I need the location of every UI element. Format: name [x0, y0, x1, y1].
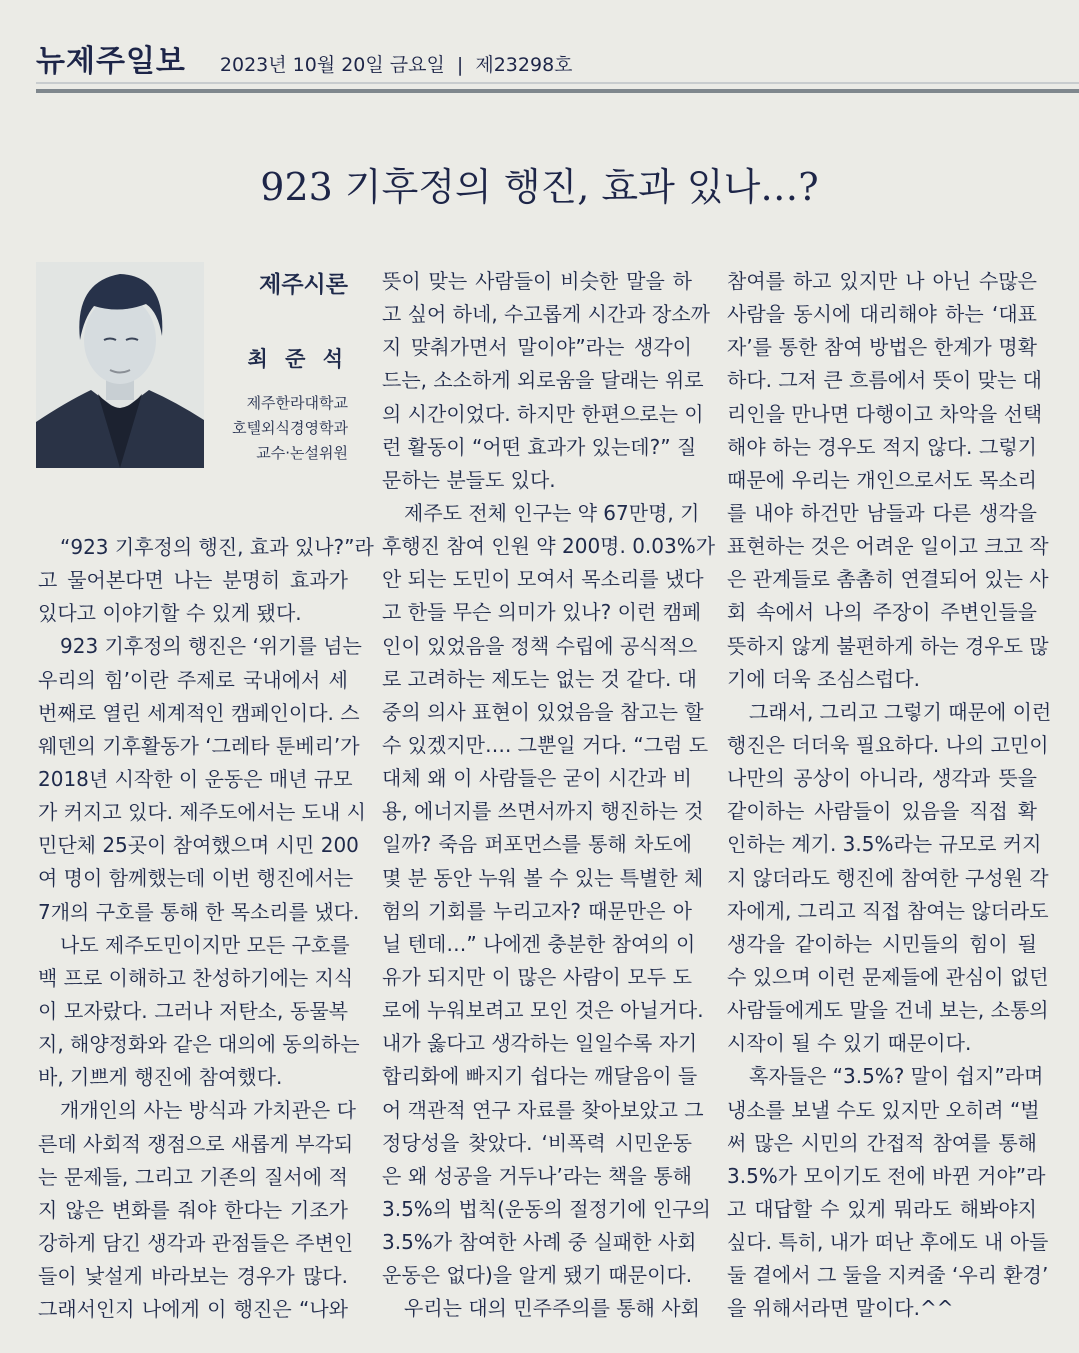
text-line: 표현하는 것은 어려운 일이고 크고 작 — [727, 534, 1049, 559]
text-line: 런 활동이 “어떤 효과가 있는데?” 질 — [382, 434, 697, 459]
text-line: 자에게, 그리고 직접 참여는 않더라도 — [727, 898, 1049, 923]
text-line: 수 있으며 이런 문제들에 관심이 없던 — [727, 964, 1049, 989]
text-line: 나도 제주도민이지만 모든 구호를 — [60, 932, 350, 957]
text-line: 2018년 시작한 이 운동은 매년 규모 — [38, 766, 353, 791]
text-line: 3.5%가 참여한 사례 중 실패한 사회 — [382, 1230, 697, 1255]
text-line: 른데 사회적 쟁점으로 새롭게 부각되 — [38, 1131, 354, 1156]
text-line: 유가 되지만 이 많은 사람이 모두 도 — [382, 964, 692, 989]
text-line: 합리화에 빠지기 쉽다는 깨달음이 들 — [382, 1064, 698, 1089]
text-line: 일까? 죽음 퍼포먼스를 통해 차도에 — [382, 832, 692, 857]
text-line: 그래서, 그리고 그렇기 때문에 이런 — [749, 699, 1052, 724]
text-line: 용, 에너지를 쓰면서까지 행진하는 것 — [382, 799, 704, 824]
affiliation-line: 호텔외식경영학과 — [232, 419, 348, 437]
text-line: 둘 곁에서 그 둘을 지켜줄 ‘우리 환경’ — [727, 1263, 1049, 1288]
text-line: 때문에 우리는 개인으로서도 목소리 — [727, 467, 1037, 492]
text-line: 뜻하지 않게 불편하게 하는 경우도 많 — [727, 633, 1049, 658]
text-line: 우리의 힘’이란 주제로 국내에서 세 — [38, 667, 348, 692]
text-line: 은 왜 성공을 거두나’라는 책을 통해 — [382, 1163, 692, 1188]
text-line: 뜻이 맞는 사람들이 비슷한 말을 하 — [382, 269, 692, 293]
text-line: 인이 있었음을 정책 수립에 공식적으 — [382, 633, 698, 658]
text-line: 사람을 동시에 대리해야 하는 ‘대표 — [727, 302, 1037, 327]
text-line: 그래서인지 나에게 이 행진은 “나와 — [38, 1297, 348, 1322]
article-paragraph — [727, 1060, 1049, 1325]
text-line: 혹자들은 “3.5%? 말이 쉽지”라며 — [749, 1064, 1044, 1089]
text-line: 리인을 만나면 다행이고 차악을 선택 — [727, 401, 1043, 426]
text-line: 는 문제들, 그리고 기존의 질서에 적 — [38, 1164, 348, 1189]
newspaper-logo: 뉴제주일보 — [36, 44, 186, 79]
text-line: 민단체 25곳이 참여했으며 시민 200 — [38, 833, 359, 858]
article-paragraph — [38, 531, 374, 630]
text-line: 지 않더라도 행진에 참여한 구성원 각 — [727, 865, 1049, 890]
text-line: 들이 낯설게 바라보는 경우가 많다. — [38, 1264, 348, 1289]
text-line: 고 대답할 수 있게 뭐라도 해봐야지 — [727, 1196, 1037, 1221]
text-line: 여 명이 함께했는데 이번 행진에서는 — [38, 866, 354, 891]
text-line: 우리는 대의 민주주의를 통해 사회 — [404, 1296, 700, 1321]
text-line: 대체 왜 이 사람들은 굳이 시간과 비 — [382, 766, 692, 791]
text-line: 7개의 구호를 통해 한 목소리를 냈다. — [38, 899, 360, 924]
text-line: 고 물어본다면 나는 분명히 효과가 — [38, 568, 348, 593]
article-paragraph — [38, 630, 366, 928]
text-line: 자’를 통한 참여 방법은 한계가 명확 — [727, 335, 1037, 360]
text-line: 나만의 공상이 아니라, 생각과 뜻을 — [727, 766, 1037, 791]
article-paragraph — [38, 1094, 356, 1326]
text-line: 923 기후정의 행진은 ‘위기를 넘는 — [60, 634, 362, 659]
article-paragraph — [382, 1292, 700, 1325]
text-line: 어 객관적 연구 자료를 찾아보았고 그 — [382, 1097, 704, 1122]
author-name: 최 준 석 — [247, 347, 348, 371]
author-affiliation — [210, 391, 348, 466]
article-paragraph — [727, 265, 1049, 696]
text-line: 후행진 참여 인원 약 200명. 0.03%가 — [382, 534, 716, 559]
text-line: 지 않은 변화를 줘야 한다는 기조가 — [38, 1197, 348, 1222]
text-line: 고 한들 무슨 의미가 있나? 이런 캠페 — [382, 600, 702, 625]
article-headline: 923 기후정의 행진, 효과 있나…? — [260, 165, 819, 209]
article-column-3 — [727, 265, 1052, 1326]
text-line: 시작이 될 수 있기 때문이다. — [727, 1031, 972, 1056]
text-line: 생각을 같이하는 시민들의 힘이 될 — [727, 931, 1037, 956]
text-line: 몇 분 동안 누워 볼 수 있는 특별한 체 — [382, 865, 704, 890]
affiliation-line: 제주한라대학교 — [246, 394, 348, 412]
text-line: 개개인의 사는 방식과 가치관은 다 — [60, 1098, 356, 1123]
text-line: 수 있겠지만…. 그뿐일 거다. “그럼 도 — [382, 732, 709, 757]
masthead — [36, 36, 573, 80]
article-paragraph — [727, 696, 1052, 1061]
text-line: 제주도 전체 인구는 약 67만명, 기 — [404, 500, 700, 525]
text-line: 3.5%가 모이기도 전에 바뀐 거야”라 — [727, 1163, 1046, 1188]
article-paragraph — [382, 265, 710, 497]
article-paragraph — [38, 929, 360, 1095]
text-line: 드는, 소소하게 외로움을 달래는 위로 — [382, 368, 704, 393]
text-line: 정당성을 찾았다. ‘비폭력 시민운동 — [382, 1130, 692, 1155]
column-section-label: 제주시론 — [259, 272, 348, 298]
text-line: 운동은 없다)을 알게 됐기 때문이다. — [382, 1263, 693, 1288]
text-line: 싶다. 특히, 내가 떠난 후에도 내 아들 — [727, 1230, 1049, 1255]
text-line: 내가 옳다고 생각하는 일일수록 자기 — [382, 1031, 698, 1056]
article-column-1 — [38, 531, 374, 1326]
text-line: 강하게 담긴 생각과 관점들은 주변인 — [38, 1230, 354, 1255]
text-line: 가 커지고 있다. 제주도에서는 도내 시 — [38, 800, 366, 825]
text-line: 참여를 하고 있지만 나 아닌 수많은 — [727, 269, 1037, 293]
text-line: 중의 의사 표현이 있었음을 참고는 할 — [382, 699, 704, 724]
text-line: 써 많은 시민의 간접적 참여를 통해 — [727, 1130, 1037, 1155]
separator: | — [456, 54, 464, 76]
text-line: 험의 기회를 누리고자? 때문만은 아 — [382, 898, 692, 923]
text-line: 백 프로 이해하고 찬성하기에는 지식 — [38, 965, 354, 990]
header-rule-thick — [36, 89, 1079, 93]
text-line: 로에 누워보려고 모인 것은 아닐거다. — [382, 998, 704, 1023]
dateline — [220, 50, 573, 77]
text-line: 이 모자랐다. 그러나 저탄소, 동물복 — [38, 998, 348, 1023]
text-line: 인하는 계기. 3.5%라는 규모로 커지 — [727, 832, 1042, 857]
text-line: 같이하는 사람들이 있음을 직접 확 — [727, 799, 1037, 824]
text-line: 웨덴의 기후활동가 ‘그레타 툰베리’가 — [38, 733, 360, 758]
header-rule-thin — [36, 82, 1079, 84]
text-line: 번째로 열린 세계적인 캠페인이다. 스 — [38, 700, 360, 725]
text-line: “923 기후정의 행진, 효과 있나?”라 — [60, 535, 374, 559]
text-line: 있다고 이야기할 수 있게 됐다. — [38, 601, 302, 626]
article-column-2 — [382, 265, 716, 1326]
text-line: 지 맞춰가면서 말이야”라는 생각이 — [382, 335, 692, 360]
issue-number: 제23298호 — [475, 54, 573, 76]
text-line: 하다. 그저 큰 흐름에서 뜻이 맞는 대 — [727, 368, 1042, 393]
text-line: 회 속에서 나의 주장이 주변인들을 — [727, 600, 1037, 625]
article-paragraph — [382, 497, 716, 1292]
text-line: 을 위해서라면 말이다.^^ — [727, 1296, 954, 1321]
text-line: 은 관계들로 촘촘히 연결되어 있는 사 — [727, 567, 1049, 592]
text-line: 3.5%의 법칙(운동의 절정기에 인구의 — [382, 1196, 711, 1221]
text-line: 닐 텐데…” 나에겐 충분한 참여의 이 — [382, 931, 696, 956]
text-line: 고 싶어 하네, 수고롭게 시간과 장소까 — [382, 302, 710, 327]
affiliation-line: 교수·논설위원 — [256, 444, 348, 462]
author-photo — [36, 262, 204, 468]
text-line: 행진은 더더욱 필요하다. 나의 고민이 — [727, 732, 1049, 757]
text-line: 사람들에게도 말을 건네 보는, 소통의 — [727, 998, 1049, 1023]
text-line: 기에 더욱 조심스럽다. — [727, 666, 920, 691]
text-line: 지, 해양정화와 같은 대의에 동의하는 — [38, 1032, 360, 1057]
text-line: 안 되는 도민이 모여서 목소리를 냈다 — [382, 567, 704, 592]
text-line: 문하는 분들도 있다. — [382, 467, 556, 492]
text-line: 바, 기쁘게 행진에 참여했다. — [38, 1065, 283, 1090]
text-line: 를 내야 하건만 남들과 다른 생각을 — [727, 500, 1037, 525]
text-line: 냉소를 보낼 수도 있지만 오히려 “벌 — [727, 1097, 1040, 1122]
text-line: 의 시간이었다. 하지만 한편으로는 이 — [382, 401, 704, 426]
text-line: 해야 하는 경우도 적지 않다. 그렇기 — [727, 434, 1037, 459]
issue-date: 2023년 10월 20일 금요일 — [219, 54, 445, 76]
text-line: 로 고려하는 제도는 없는 것 같다. 대 — [382, 666, 697, 691]
